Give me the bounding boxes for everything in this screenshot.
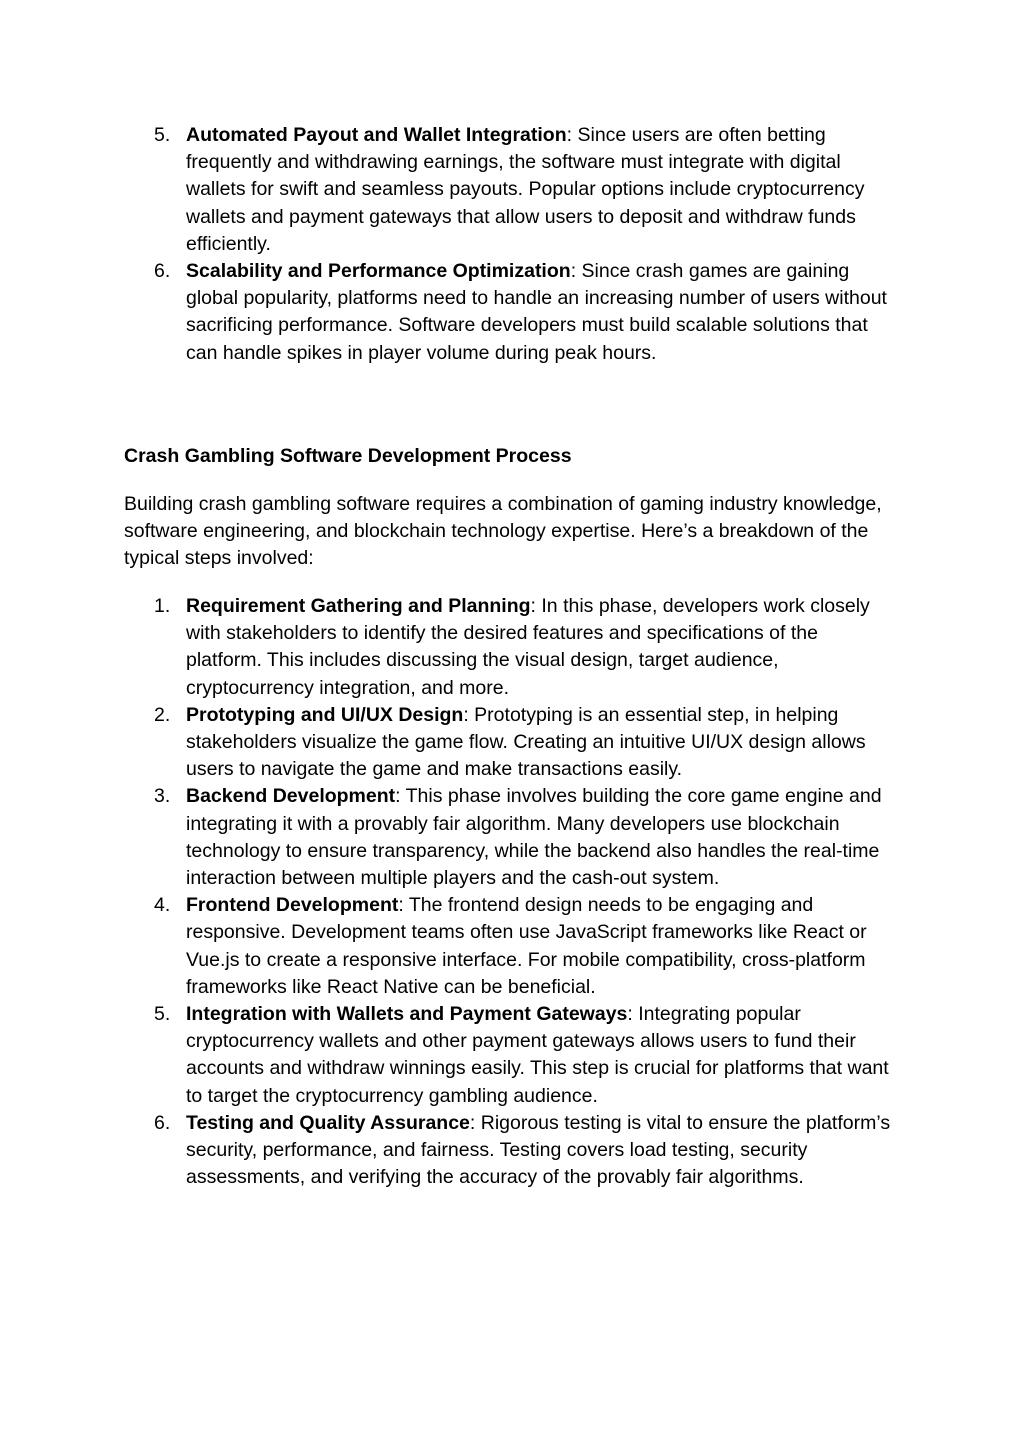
list-item-title: Scalability and Performance Optimization [186, 260, 571, 283]
list-item [124, 783, 896, 892]
list-item-text: : This phase involves building the core game engine and integrating it with a provably fair algorithm. Many developers use blockchain technology to ensure transparency, while the backend also handles the real-time interaction between multiple players and the cash-out system. [186, 785, 882, 890]
list-item [124, 122, 896, 258]
list-item [124, 892, 896, 1001]
list-item-title: Testing and Quality Assurance [186, 1111, 470, 1134]
feature-list-continued [124, 122, 896, 367]
list-item-text: : Integrating popular cryptocurrency wallets and other payment gateways allows users to fund their accounts and withdraw winnings easily. This step is crucial for platforms that want to target the cryptocurrency gambling audience. [186, 1003, 889, 1107]
process-steps-list [124, 593, 896, 1191]
list-item-text: : The frontend design needs to be engaging and responsive. Development teams often use JavaScript frameworks like React or Vue.js to create a responsive interface. For mobile compatibility, cross-platform frameworks like React Native can be beneficial. [186, 894, 867, 998]
list-item [124, 593, 896, 702]
list-item-text: : Since crash games are gaining global popularity, platforms need to handle an increasing number of users without sacrificing performance. Software developers must build scalable solutions that can handle spikes in player volume during peak hours. [186, 260, 887, 364]
list-item-number: 4. [154, 894, 171, 917]
list-item-title: Automated Payout and Wallet Integration [186, 124, 567, 146]
list-item-number: 3. [154, 785, 171, 808]
list-item [124, 702, 896, 784]
list-item-title: Backend Development [186, 785, 396, 808]
section-heading: Crash Gambling Software Development Process [124, 445, 572, 467]
list-item-number: 1. [154, 595, 171, 617]
list-item-text: : Since users are often betting frequently and withdrawing earnings, the software must integrate with digital wallets for swift and seamless payouts. Popular options include cryptocurrency wallets and payment gateways that allow users to deposit and withdraw funds efficiently. [186, 124, 865, 255]
list-item [124, 1001, 896, 1110]
intro-paragraph: Building crash gambling software requires a combination of gaming industry knowledge, software engineering, and blockchain technology expertise. Here’s a breakdown of the typical steps involved: [124, 493, 882, 570]
list-item-title: Prototyping and UI/UX Design [186, 703, 464, 726]
list-item-number: 5. [154, 124, 171, 146]
list-item-number: 5. [154, 1003, 171, 1026]
list-item-number: 6. [154, 1111, 171, 1134]
list-item-number: 2. [154, 703, 171, 726]
list-item-title: Frontend Development [186, 894, 399, 917]
list-item-text: : Prototyping is an essential step, in helping stakeholders visualize the game flow. Creating an intuitive UI/UX design allows users to navigate the game and make transactions easily. [186, 703, 866, 781]
list-item-text: : Rigorous testing is vital to ensure the platform’s security, performance, and fairness. Testing covers load testing, security assessments, and verifying the accuracy of the provably fair algorithms. [186, 1111, 891, 1189]
list-item [124, 1110, 896, 1192]
list-item-title: Requirement Gathering and Planning [186, 595, 531, 617]
list-item-number: 6. [154, 260, 171, 283]
list-item [124, 258, 896, 367]
list-item-text: : In this phase, developers work closely with stakeholders to identify the desired features and specifications of the platform. This includes discussing the visual design, target audience, cryptocurrency integration, and more. [186, 595, 870, 699]
list-item-title: Integration with Wallets and Payment Gateways [186, 1003, 628, 1026]
